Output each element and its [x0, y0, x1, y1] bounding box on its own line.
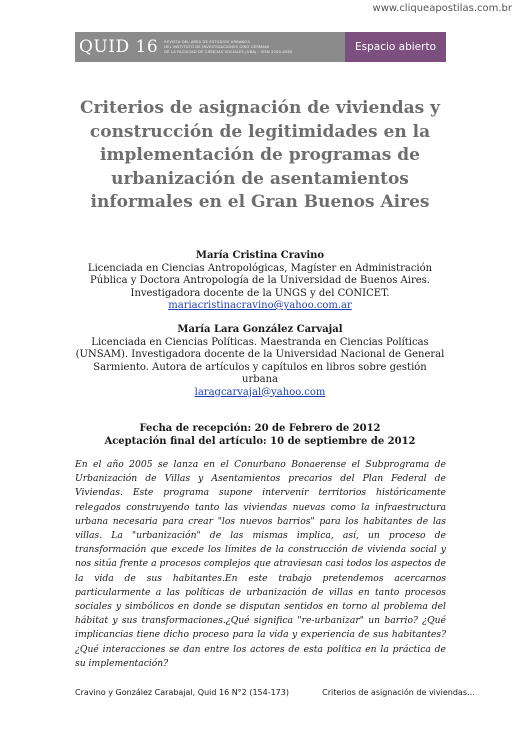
author-email-link[interactable]: mariacristinacravino@yahoo.com.ar [168, 300, 352, 311]
page-footer [75, 688, 475, 697]
watermark: www.cliqueapostilas.com.br [372, 3, 512, 14]
abstract: En el año 2005 se lanza en el Conurbano Bonaerense el Subprograma de Urbanización de Villas y Asentamientos precarios del Plan Federal de Viviendas. Este programa supone intervenir territorios históricamente relegados construyendo tanto las viviendas nuevas como la infraestructura urbana necesaria para crear "los nuevos barrios" para los habitantes de las villas. La "urbanización" de las mismas implica, así, un proceso de transformación que excede los límites de la construcción de vivienda social y nos sitúa frente a procesos complejos que atraviesan casi todos los aspectos de la vida de sus habitantes.En este trabajo pretendemos acercarnos particularmente a las políticas de urbanización de villas en tanto procesos sociales y simbólicos en donde se disputan sentidos en torno al problema del hábitat y sus transformaciones.¿Qué significa "re-urbanizar" un barrio? ¿Qué implicancias tiene dicho proceso para la vida y experiencia de sus habitantes? ¿Qué interacciones se dan entre los actores de esta política en la práctica de su implementación? [75, 459, 446, 669]
author-bio: Licenciada en Ciencias Políticas. Maestranda en Ciencias Políticas (UNSAM). Investigadora docente de la Universidad Nacional de General Sarmiento. Autora de artículos y capítulos en libros sobre gestión urbana [75, 336, 445, 385]
journal-subtitle-line: DE LA FACULTAD DE CIENCIAS SOCIALES (UBA) · ISSN 2250-4060 [164, 49, 293, 54]
author-block [75, 324, 445, 399]
journal-subtitle-line: DEL INSTITUTO DE INVESTIGACIONES GINO GERMANI [164, 44, 270, 49]
article-dates [75, 422, 445, 448]
author-block [75, 250, 445, 313]
author-name: María Cristina Cravino [195, 250, 325, 261]
author-bio: Licenciada en Ciencias Antropológicas, Magíster en Administración Pública y Doctora Antropología de la Universidad de Buenos Aires. Investigadora docente de la UNGS y del CONICET. [87, 262, 433, 299]
journal-subtitle [164, 40, 292, 55]
author-name: María Lara González Carvajal [177, 324, 343, 335]
journal-subtitle-line: REVISTA DEL ÁREA DE ESTUDIOS URBANOS [164, 39, 250, 44]
footer-citation: Cravino y González Carabajal, Quid 16 N°2 (154-173) [75, 688, 289, 697]
received-date: Fecha de recepción: 20 de Febrero de 2012 [139, 423, 381, 434]
journal-logo: QUID 16 [79, 37, 159, 57]
journal-header [75, 32, 446, 62]
section-label: Espacio abierto [345, 32, 446, 62]
accepted-date: Aceptación final del artículo: 10 de septiembre de 2012 [104, 436, 416, 447]
footer-running-title: Criterios de asignación de viviendas… [322, 688, 475, 697]
author-email-link[interactable]: laragcarvajal@yahoo.com [194, 386, 326, 398]
journal-banner [75, 32, 345, 62]
article-title: Criterios de asignación de viviendas y construcción de legitimidades en la implementación de programas de urbanización de asentamientos informales en el Gran Buenos Aires [80, 98, 440, 212]
